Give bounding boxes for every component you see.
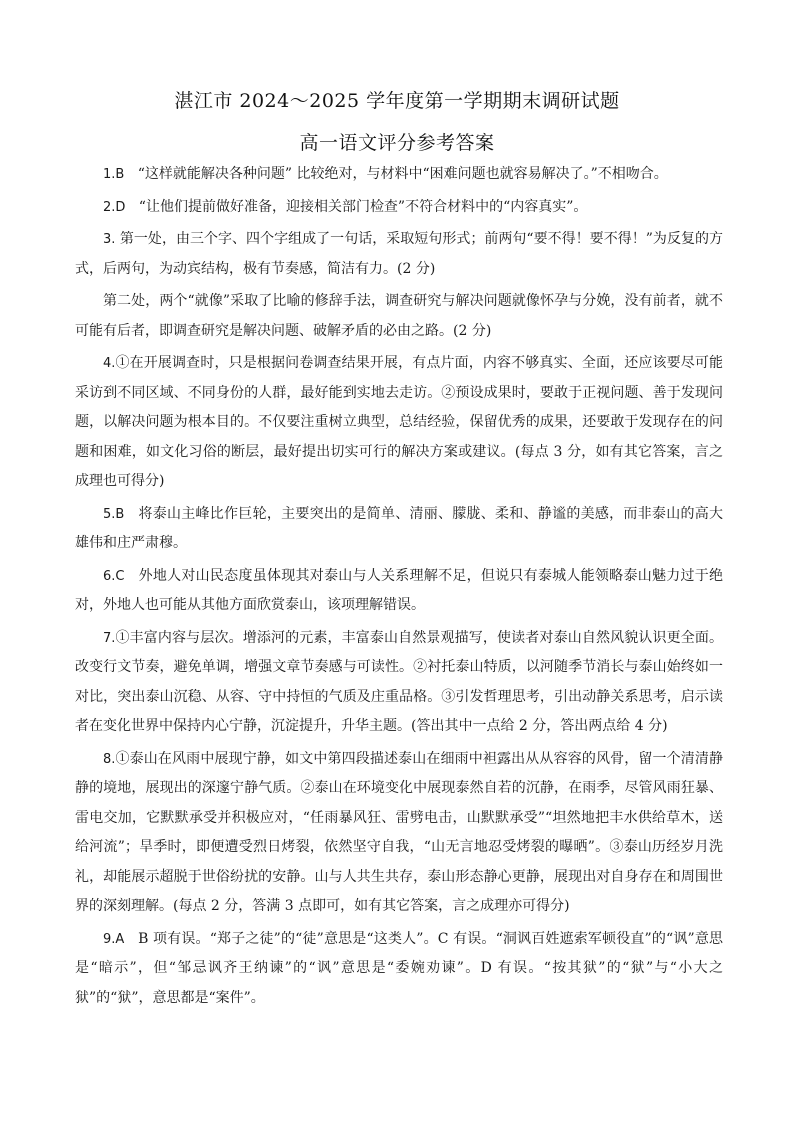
- answer-8: [75, 745, 723, 922]
- answer-text: “这样就能解决各种问题” 比较绝对，与材料中“困难问题也就容易解决了。”不相吻合。: [137, 166, 668, 182]
- document-title: 湛江市 2024～2025 学年度第一学期期末调研试题: [174, 90, 620, 112]
- answer-text: 外地人对山民态度虽体现其对泰山与人关系理解不足，但说只有泰城人能领略泰山魅力过于绝对，外地人也可能从其他方面欣赏泰山，该项理解错误。: [75, 567, 724, 613]
- answer-number: 6.C: [103, 568, 125, 584]
- answer-text: ①在开展调查时，只是根据问卷调查结果开展，有点片面，内容不够真实、全面，还应该要尽可能采访到不同区域、不同身份的人群，最好能到实地去走访。②预设成果时，要敢于正视问题、善于发现问题，以解决问题为根本目的。不仅要注重树立典型，总结经验，保留优秀的成果，还要敢于发现存在的问题和困难，如文化习俗的断层，最好提出切实可行的解决方案或建议。(每点 3 分，如有其它答案，言之成理也可得分): [75, 355, 723, 489]
- answer-7: [75, 624, 723, 742]
- answer-4: [75, 349, 723, 497]
- answer-3: [75, 225, 723, 284]
- answer-5: [75, 500, 723, 559]
- answer-text: B 项有误。“郑子之徒”的“徒”意思是“这类人”。C 有误。“洞讽百姓遮索军顿役直”的“讽”意思是“暗示”，但“邹忌讽齐王纳谏”的“讽”意思是“委婉劝谏”。D 有误。“按其狱”的“狱”与“小大之狱”的“狱”，意思都是“案件”。: [75, 930, 723, 1006]
- answer-2: [75, 193, 723, 223]
- answer-number: 9.A: [103, 931, 125, 947]
- answer-number: 5.B: [103, 506, 125, 522]
- answer-number: 2.D: [103, 199, 126, 215]
- answer-text: 将泰山主峰比作巨轮，主要突出的是简单、清丽、朦胧、柔和、静谧的美感，而非泰山的高大雄伟和庄严肃穆。: [75, 505, 723, 551]
- answer-number: 3.: [103, 232, 116, 247]
- answer-text: ①丰富内容与层次。增添河的元素，丰富泰山自然景观描写，使读者对泰山自然风貌认识更全面。改变行文节奏，避免单调，增强文章节奏感与可读性。②衬托泰山特质，以河随季节消长与泰山始终如一对比，突出泰山沉稳、从容、守中持恒的气质及庄重品格。③引发哲理思考，引出动静关系思考，启示读者在变化世界中保持内心宁静，沉淀提升，升华主题。(答出其中一点给 2 分，答出两点给 4 分): [75, 629, 723, 734]
- answer-9: [75, 925, 723, 1014]
- answer-3-part-2: [75, 287, 723, 346]
- answer-6: [75, 562, 723, 621]
- answer-number: 8.: [103, 751, 116, 767]
- answer-number: 7.: [103, 630, 116, 646]
- answer-1: [75, 160, 723, 190]
- answer-number: 1.B: [103, 167, 125, 182]
- answer-text: ①泰山在风雨中展现宁静，如文中第四段描述泰山在细雨中袒露出从从容容的风骨，留一个清清静静的境地，展现出的深邃宁静气质。②泰山在环境变化中展现泰然自若的沉静，在雨季，尽管风雨狂暴、雷电交加，它默默承受并积极应对，“任雨暴风狂、雷劈电击，山默默承受”“坦然地把丰水供给草木，送给河流”；旱季时，即便遭受烈日烤裂，依然坚守自我，“山无言地忍受烤裂的曝晒”。③泰山历经岁月洗礼，却能展示超脱于世俗纷扰的安静。山与人共生共存，泰山形态静心更静，展现出对自身存在和周围世界的深刻理解。(每点 2 分，答满 3 点即可，如有其它答案，言之成理亦可得分): [75, 750, 723, 914]
- answer-list: [75, 160, 723, 1016]
- answer-number: 4.: [103, 356, 116, 371]
- answer-text: “让他们提前做好准备，迎接相关部门检查”不符合材料中的“内容真实”。: [138, 198, 588, 215]
- document-subtitle: 高一语文评分参考答案: [299, 132, 495, 154]
- answer-text: 第一处，由三个字、四个字组成了一句话，采取短句形式；前两句“要不得！要不得！”为反复的方式，后两句，为动宾结构，极有节奏感，简洁有力。(2 分): [75, 231, 724, 277]
- answer-text: 第二处，两个“就像”采取了比喻的修辞手法，调查研究与解决问题就像怀孕与分娩，没有前者，就不可能有后者，即调查研究是解决问题、破解矛盾的必由之路。(2 分): [75, 293, 723, 339]
